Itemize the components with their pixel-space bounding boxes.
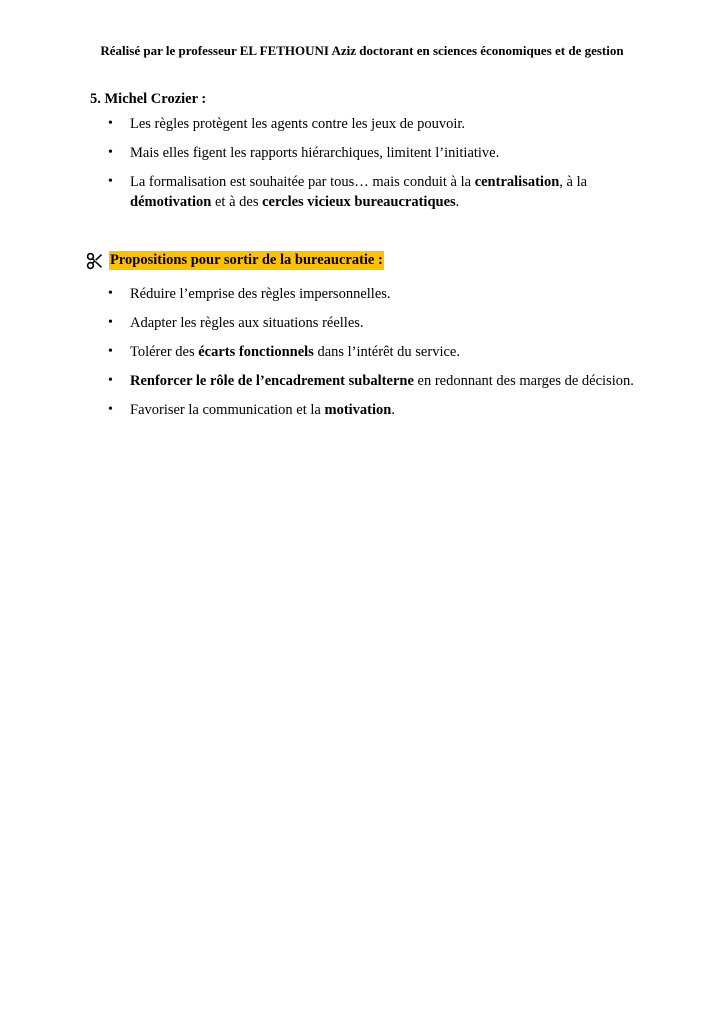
bullet-icon: • — [108, 174, 113, 189]
item-bold-text: démotivation — [130, 194, 212, 210]
page-header: Réalisé par le professeur EL FETHOUNI Aziz doctorant en sciences économiques et de gestion — [100, 43, 624, 58]
item-text: Adapter les règles aux situations réelles. — [130, 315, 364, 331]
propositions-heading-text: Propositions pour sortir de la bureaucratie : — [110, 252, 383, 268]
list-item — [108, 143, 668, 163]
item-bold-text: Renforcer le rôle de l’encadrement subalterne — [130, 373, 414, 389]
item-text: Mais elles figent les rapports hiérarchiques, limitent l’initiative. — [130, 145, 500, 161]
item-text: Favoriser la communication et la — [130, 402, 325, 418]
item-text: Tolérer des — [130, 344, 199, 360]
list-item — [108, 313, 668, 333]
propositions-list — [108, 284, 668, 429]
bullet-icon: • — [108, 315, 113, 330]
item-text: Réduire l’emprise des règles impersonnelles. — [130, 286, 391, 302]
item-bold-text: motivation — [324, 402, 392, 418]
bullet-icon: • — [108, 402, 113, 417]
item-bold-text: écarts fonctionnels — [198, 344, 314, 360]
item-text: Les règles protègent les agents contre les jeux de pouvoir. — [130, 116, 466, 132]
item-text: en redonnant des marges de décision. — [413, 373, 634, 389]
propositions-heading — [86, 251, 384, 270]
bullet-icon: • — [108, 373, 113, 388]
item-text: La formalisation est souhaitée par tous… mais conduit à la — [130, 174, 475, 190]
scissors-icon — [86, 252, 104, 270]
bullet-icon: • — [108, 286, 113, 301]
list-item — [108, 114, 668, 134]
item-bold-text: centralisation — [474, 174, 560, 190]
bullet-icon: • — [108, 116, 113, 131]
item-text: et à des — [211, 194, 263, 210]
section-title: 5. Michel Crozier : — [90, 91, 207, 107]
item-text: , à la — [559, 174, 588, 190]
item-text: . — [455, 194, 460, 210]
item-text: dans l’intérêt du service. — [313, 344, 460, 360]
list-item — [108, 371, 668, 391]
item-bold-text: cercles vicieux bureaucratiques — [262, 194, 456, 210]
bullet-icon: • — [108, 344, 113, 359]
list-item — [108, 284, 668, 304]
item-text: . — [391, 402, 395, 418]
bullet-icon: • — [108, 145, 113, 160]
crozier-list — [108, 114, 668, 221]
list-item — [108, 172, 668, 212]
list-item — [108, 400, 668, 420]
list-item — [108, 342, 668, 362]
